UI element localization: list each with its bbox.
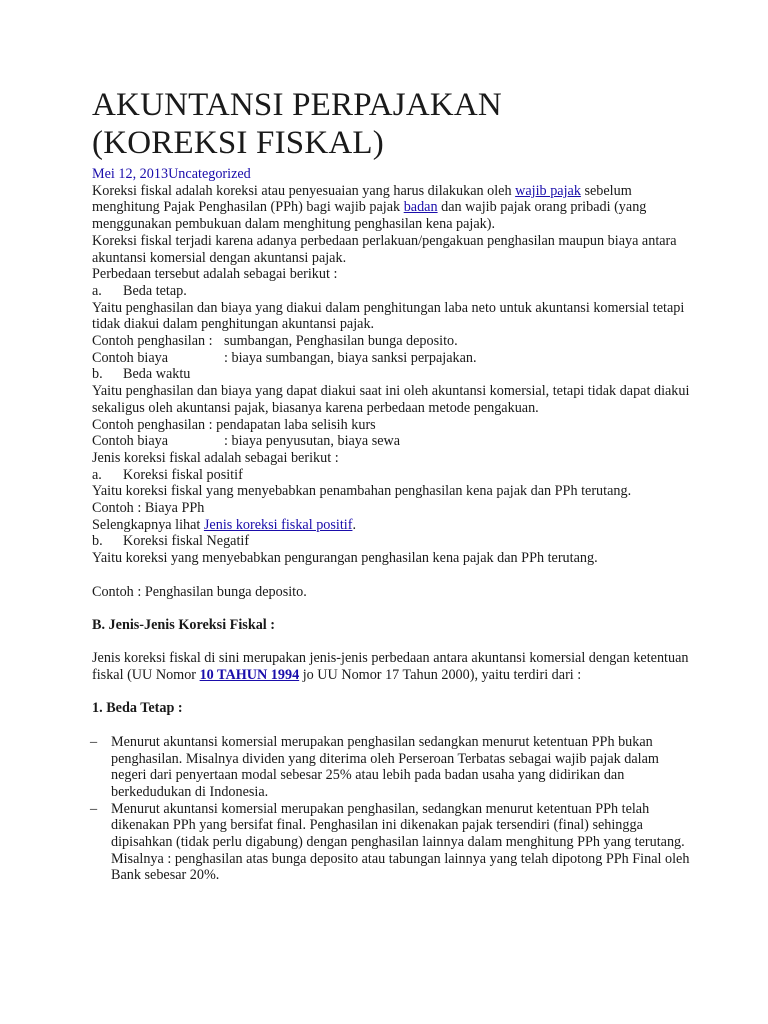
- intro-paragraph-2: Koreksi fiskal terjadi karena adanya perbedaan perlakuan/pengakuan penghasilan maupun biaya antara akuntansi komersial dengan akuntansi pajak.: [92, 232, 677, 266]
- intro-paragraph-3: Perbedaan tersebut adalah sebagai berikut :: [92, 266, 338, 283]
- list-marker: b.: [92, 366, 103, 383]
- more-suffix: .: [352, 516, 357, 533]
- more-prefix: Selengkapnya lihat: [92, 516, 204, 533]
- intro-paragraph-1: [92, 183, 692, 233]
- spacer: [92, 684, 692, 701]
- list-item-label: Beda waktu: [123, 366, 191, 383]
- list-item-koreksi-negatif: [92, 533, 692, 550]
- section-b-heading: B. Jenis-Jenis Koreksi Fiskal :: [92, 616, 276, 633]
- page-title: [92, 86, 502, 162]
- list-item: – Menurut akuntansi komersial merupakan penghasilan sedangkan menurut ketentuan PPh bukan penghasilan. Misalnya dividen yang diterima oleh Perseroan Terbatas sebagai wajib pajak dalam negeri dari penyertaan modal sebesar 25% atau lebih pada badan usaha yang didirikan dan berkedudukan di Indonesia.: [92, 734, 692, 801]
- section-b-paragraph: [92, 650, 692, 683]
- example-label: Contoh penghasilan :: [92, 333, 213, 350]
- intro-text-3: dan wajib pajak orang pribadi (yang menggunakan pembukuan dalam menghitung penghasilan kena pajak).: [92, 199, 647, 233]
- section-1-heading: 1. Beda Tetap :: [92, 700, 183, 717]
- category-link[interactable]: Uncategorized: [168, 166, 251, 182]
- intro-text-1: Koreksi fiskal adalah koreksi atau penyesuaian yang harus dilakukan oleh: [92, 182, 516, 199]
- title-line-2: (KOREKSI FISKAL): [92, 125, 384, 161]
- badan-link[interactable]: badan: [403, 199, 438, 216]
- example-value: : biaya penyusutan, biaya sewa: [224, 433, 401, 450]
- list-item-beda-tetap: [92, 283, 692, 300]
- list-item-label: Beda tetap.: [123, 282, 187, 299]
- negatif-description: Yaitu koreksi yang menyebabkan pengurangan penghasilan kena pajak dan PPh terutang.: [92, 550, 598, 567]
- spacer: [92, 634, 692, 651]
- list-marker: b.: [92, 533, 103, 550]
- positif-description: Yaitu koreksi fiskal yang menyebabkan penambahan penghasilan kena pajak dan PPh terutang.: [92, 483, 632, 500]
- list-item-beda-waktu: [92, 366, 692, 383]
- intro-text-2: sebelum menghitung Pajak Penghasilan (PPh) bagi wajib pajak: [92, 182, 632, 216]
- list-marker: a.: [92, 282, 102, 299]
- post-meta: [92, 166, 692, 183]
- list-item-label: Koreksi fiskal positif: [123, 466, 243, 483]
- wajib-pajak-link[interactable]: wajib pajak: [515, 182, 581, 199]
- koreksi-positif-link[interactable]: Jenis koreksi fiskal positif: [203, 516, 353, 533]
- beda-waktu-description: Yaitu penghasilan dan biaya yang dapat diakui saat ini oleh akuntansi komersial, tetapi tidak dapat diakui sekaligus oleh akuntansi pajak, biasanya karena perbedaan metode pengakuan.: [92, 383, 690, 416]
- list-item-koreksi-positif: [92, 467, 692, 484]
- beda-tetap-list: [92, 734, 692, 884]
- beda-waktu-example-income: Contoh penghasilan : pendapatan laba selisih kurs: [92, 416, 376, 433]
- positif-example: Contoh : Biaya PPh: [92, 500, 205, 517]
- negatif-example: Contoh : Penghasilan bunga deposito.: [92, 583, 307, 600]
- section-b-text-2: jo UU Nomor 17 Tahun 2000), yaitu terdiri dari :: [299, 667, 582, 684]
- spacer: [92, 567, 692, 584]
- section-b-text-1: Jenis koreksi fiskal di sini merupakan jenis-jenis perbedaan antara akuntansi komersial dengan ketentuan fiskal (UU Nomor: [92, 650, 689, 684]
- beda-tetap-description: Yaitu penghasilan dan biaya yang diakui dalam penghitungan laba neto untuk akuntansi komersial tetapi tidak diakui dalam penghitungan akuntansi pajak.: [92, 299, 685, 333]
- uu-10-1994-link[interactable]: 10 TAHUN 1994: [199, 667, 300, 684]
- list-item-label: Koreksi fiskal Negatif: [123, 533, 250, 550]
- list-marker: a.: [92, 466, 102, 483]
- spacer: [92, 600, 692, 617]
- post-date-link[interactable]: Mei 12, 2013: [92, 166, 169, 182]
- beda-tetap-example-income: [92, 333, 692, 350]
- beda-waktu-example-cost: [92, 433, 692, 450]
- title-line-1: AKUNTANSI PERPAJAKAN: [92, 87, 502, 123]
- positif-more: [92, 517, 692, 534]
- example-value: sumbangan, Penghasilan bunga deposito.: [224, 333, 458, 350]
- jenis-intro: Jenis koreksi fiskal adalah sebagai berikut :: [92, 449, 339, 466]
- spacer: [92, 717, 692, 734]
- beda-tetap-example-cost: [92, 350, 692, 367]
- article-body: [92, 166, 692, 884]
- example-label: Contoh biaya: [92, 433, 169, 450]
- list-item: – Menurut akuntansi komersial merupakan penghasilan, sedangkan menurut ketentuan PPh telah dikenakan PPh yang bersifat final. Penghasilan ini dikenakan pajak tersendiri (final) sehingga dipisahkan (tidak perlu digabung) dengan penghasilan lainnya dalam menghitung PPh yang terutang. Misalnya : penghasilan atas bunga deposito atau tabungan lainnya yang telah dipotong PPh Final oleh Bank sebesar 20%.: [92, 801, 692, 885]
- example-value: : biaya sumbangan, biaya sanksi perpajakan.: [224, 349, 477, 366]
- example-label: Contoh biaya: [92, 349, 169, 366]
